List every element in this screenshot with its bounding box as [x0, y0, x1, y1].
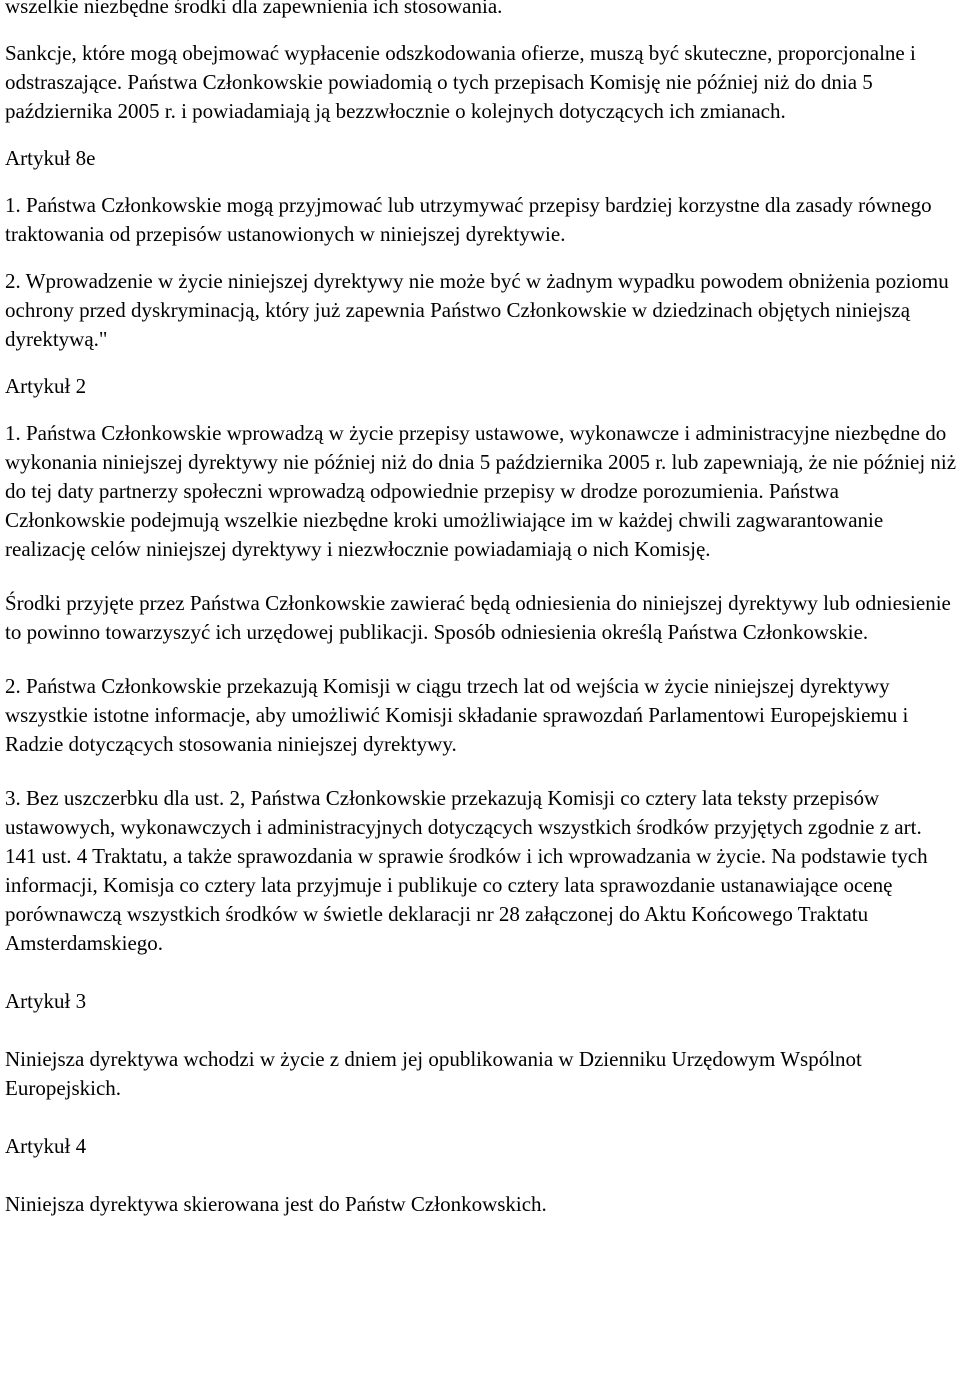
paragraph-art2-1: 1. Państwa Członkowskie wprowadzą w życie przepisy ustawowe, wykonawcze i administracyjne niezbędne do wykonania niniejszej dyrektywy nie później niż do dnia 5 października 2005 r. lub zapewniają, że nie później niż do tej daty partnerzy społeczni wprowadzą odpowiednie przepisy w drodze porozumienia. Państwa Członkowskie podejmują wszelkie niezbędne kroki umożliwiające im w każdej chwili zagwarantowanie realizację celów niniejszej dyrektywy i niezwłocznie powiadamiają o nich Komisję.	[5, 421, 957, 561]
paragraph-art2-measures: Środki przyjęte przez Państwa Członkowskie zawierać będą odniesienia do niniejszej dyrektywy lub odniesienie to powinno towarzyszyć ich urzędowej publikacji. Sposób odniesienia określą Państwa Członkowskie.	[5, 591, 951, 644]
article-heading-8e: Artykuł 8e	[5, 146, 96, 170]
article-heading-3: Artykuł 3	[5, 989, 87, 1013]
paragraph-art3: Niniejsza dyrektywa wchodzi w życie z dniem jej opublikowania w Dzienniku Urzędowym Wspólnot Europejskich.	[5, 1047, 862, 1100]
paragraph-art8e-2: 2. Wprowadzenie w życie niniejszej dyrektywy nie może być w żadnym wypadku powodem obniżenia poziomu ochrony przed dyskryminacją, który już zapewnia Państwo Członkowskie w dziedzinach objętych niniejszą dyrektywą."	[5, 269, 949, 351]
paragraph-art2-3: 3. Bez uszczerbku dla ust. 2, Państwa Członkowskie przekazują Komisji co cztery lata teksty przepisów ustawowych, wykonawczych i administracyjnych dotyczących wszystkich środków przyjętych zgodnie z art. 141 ust. 4 Traktatu, a także sprawozdania w sprawie środków i ich wprowadzania w życie. Na podstawie tych informacji, Komisja co cztery lata przyjmuje i publikuje co cztery lata sprawozdanie ustanawiające ocenę porównawczą wszystkich środków w świetle deklaracji nr 28 załączonej do Aktu Końcowego Traktatu Amsterdamskiego.	[5, 786, 928, 955]
paragraph-sanctions: Sankcje, które mogą obejmować wypłacenie odszkodowania ofierze, muszą być skuteczne, proporcjonalne i odstraszające. Państwa Członkowskie powiadomią o tych przepisach Komisję nie później niż do dnia 5 października 2005 r. i powiadamiają ją bezzwłocznie o kolejnych dotyczących ich zmianach.	[5, 41, 916, 123]
paragraph-art2-2: 2. Państwa Członkowskie przekazują Komisji w ciągu trzech lat od wejścia w życie niniejszej dyrektywy wszystkie istotne informacje, aby umożliwić Komisji składanie sprawozdań Parlamentowi Europejskiemu i Radzie dotyczących stosowania niniejszej dyrektywy.	[5, 674, 909, 756]
paragraph-art8e-1: 1. Państwa Członkowskie mogą przyjmować lub utrzymywać przepisy bardziej korzystne dla zasady równego traktowania od przepisów ustanowionych w niniejszej dyrektywie.	[5, 193, 932, 246]
article-heading-4: Artykuł 4	[5, 1134, 87, 1158]
paragraph-art4: Niniejsza dyrektywa skierowana jest do Państw Członkowskich.	[5, 1192, 547, 1216]
article-heading-2: Artykuł 2	[5, 374, 87, 398]
document-body	[5, 0, 957, 1219]
paragraph-continuation: wszelkie niezbędne środki dla zapewnienia ich stosowania.	[5, 0, 503, 18]
